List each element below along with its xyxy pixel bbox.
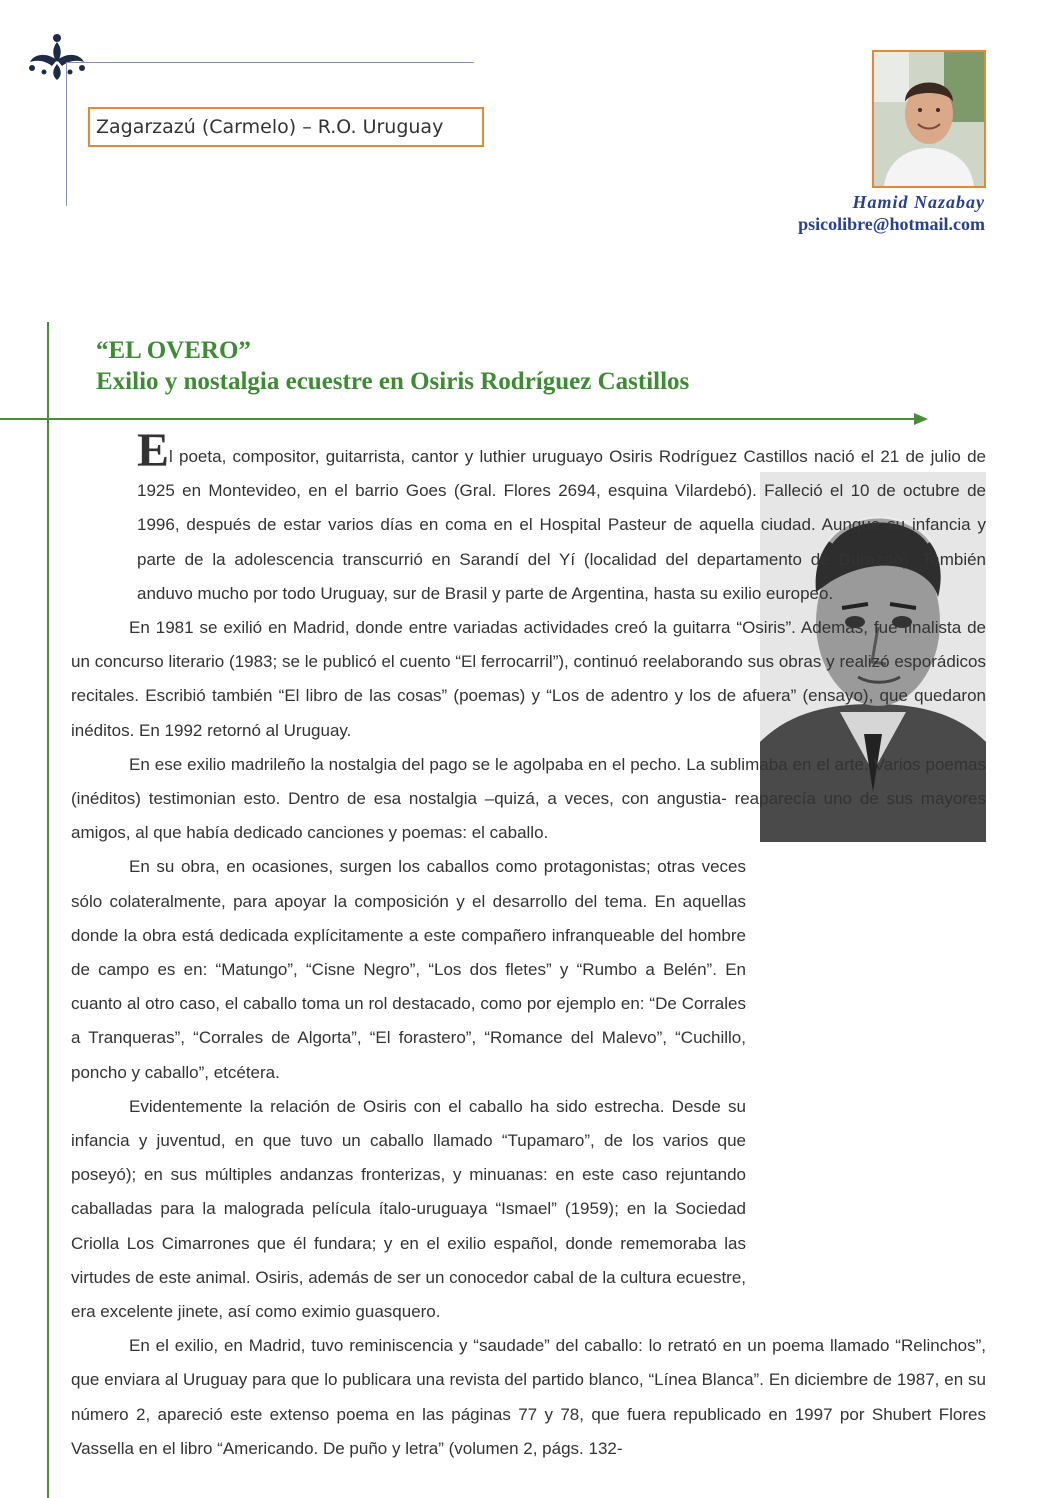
paragraph-3: En ese exilio madrileño la nostalgia del pago se le agolpaba en el pecho. La sublimaba en el arte. Varios poemas (inéditos) testimonian esto. Dentro de esa nostalgia –quizá, a veces, con angustia- reaparecía uno de sus mayores amigos, al que había dedicado canciones y poemas: el caballo. — [71, 754, 986, 843]
article-body — [71, 424, 986, 1466]
dropcap: E — [137, 424, 170, 477]
paragraph-1 — [71, 424, 986, 611]
paragraph-6: En el exilio, en Madrid, tuvo reminiscencia y “saudade” del caballo: lo retrató en un poema llamado “Relinchos”, que enviara al Uruguay para que lo publicara una revista del partido blanco, “Línea Blanca”. En diciembre de 1987, en su número 2, apareció este extenso poema en las páginas 77 y 78, que fuera republicado en 1997 por Shubert Flores Vassella en el libro “Americando. De puño y letra” (volumen 2, págs. 132- — [71, 1336, 986, 1458]
arrow-right-icon — [914, 413, 928, 425]
paragraph-5: Evidentemente la relación de Osiris con el caballo ha sido estrecha. Desde su infancia y juventud, en que tuvo un caballo llamado “Tupamaro”, de los varios que poseyó); en sus múltiples andanzas fronterizas, y minuanas: en este caso rejuntando caballadas para la malograda película ítalo-uruguaya “Ismael” (1959); en la Sociedad Criolla Los Cimarrones que él fundara; y en el exilio español, donde rememoraba las virtudes de este animal. Osiris, además de ser un conocedor cabal de la cultura ecuestre, era excelente jinete, así como eximio guasquero. — [71, 1096, 746, 1322]
paragraph-2: En 1981 se exilió en Madrid, donde entre variadas actividades creó la guitarra “Osiris”. Además, fue finalista de un concurso literario (1983; se le publicó el cuento “El ferrocarril”), continuó reelaborando sus obras y realizó esporádicos recitales. Escribió también “El libro de las cosas” (poemas) y “Los de adentro y los de afuera” (ensayo), que quedaron inéditos. En 1992 retornó al Uruguay. — [71, 618, 986, 740]
article-subtitle: Exilio y nostalgia ecuestre en Osiris Rodríguez Castillos — [96, 368, 690, 395]
author-email: psicolibre@hotmail.com — [798, 214, 985, 234]
section-vertical-rule — [47, 322, 49, 1498]
fleur-ornament-icon — [24, 30, 90, 82]
location-label: Zagarzazú (Carmelo) – R.O. Uruguay — [88, 107, 484, 147]
section-horizontal-rule — [0, 418, 918, 420]
header-vertical-rule — [66, 62, 67, 206]
header-rule — [66, 62, 474, 63]
article-title: “EL OVERO” — [96, 337, 251, 364]
author-name: Hamid Nazabay — [852, 192, 985, 212]
author-photo — [872, 50, 986, 188]
paragraph-4: En su obra, en ocasiones, surgen los caballos como protagonistas; otras veces sólo colateralmente, para apoyar la composición y el desarrollo del tema. En aquellas donde la obra está dedicada explícitamente a este compañero infranqueable del hombre de campo es en: “Matungo”, “Cisne Negro”, “Los dos fletes” y “Rumbo a Belén”. En cuanto al otro caso, el caballo toma un rol destacado, como por ejemplo en: “De Corrales a Tranqueras”, “Corrales de Algorta”, “El forastero”, “Romance del Malevo”, “Cuchillo, poncho y caballo”, etcétera. — [71, 857, 746, 1082]
paragraph-1-text: l poeta, compositor, guitarrista, cantor y luthier uruguayo Osiris Rodríguez Castillos nació el 21 de julio de 1925 en Montevideo, en el barrio Goes (Gral. Flores 2694, esquina Vilardebó). Falleció el 10 de octubre de 1996, después de estar varios días en coma en el Hospital Pasteur de aquella ciudad. Aunque su infancia y parte de la adolescencia transcurrió en Sarandí del Yí (localidad del departamento de Durazno). También anduvo mucho por todo Uruguay, sur de Brasil y parte de Argentina, hasta su exilio europeo. — [137, 447, 986, 603]
